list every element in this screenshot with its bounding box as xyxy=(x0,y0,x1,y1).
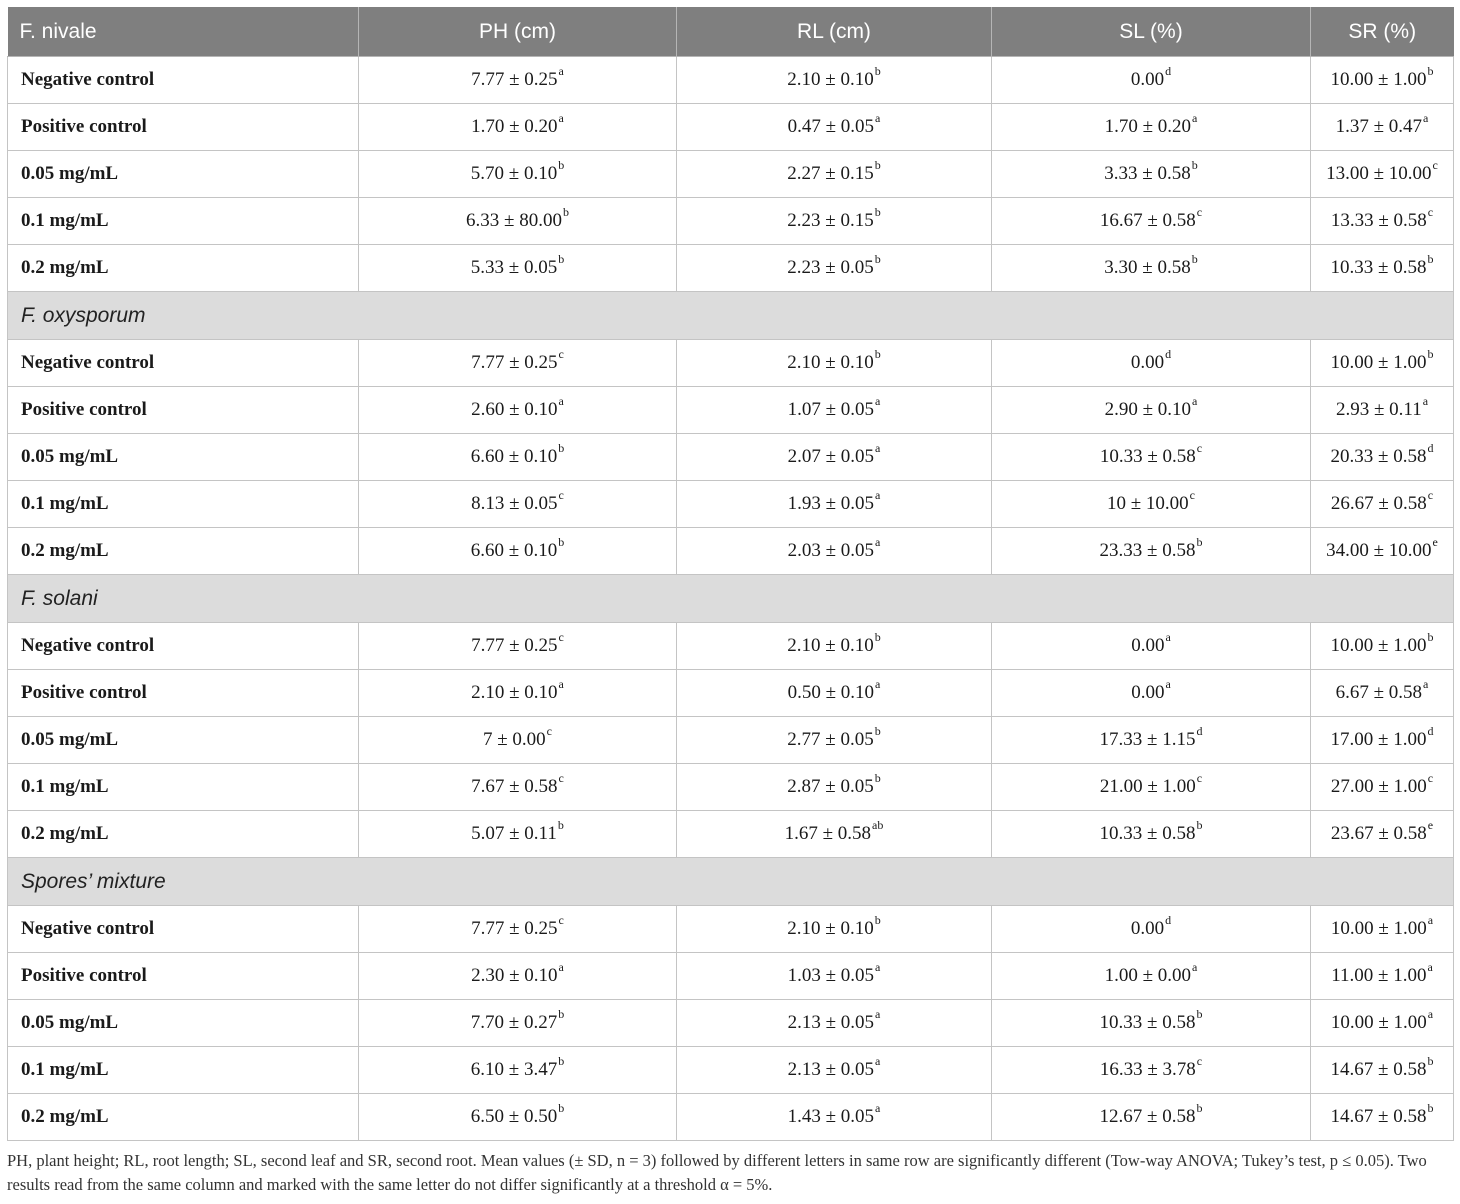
cell-value: 2.90 ± 0.10 xyxy=(1104,399,1192,420)
value-cell xyxy=(677,764,992,811)
value-cell xyxy=(359,717,677,764)
value-cell xyxy=(677,1000,992,1047)
significance-letter: b xyxy=(1427,347,1434,361)
value-cell xyxy=(677,906,992,953)
significance-letter: b xyxy=(1191,158,1198,172)
table-footnote: PH, plant height; RL, root length; SL, second leaf and SR, second root. Mean values (± SD, n = 3) followed by different letters in same row are significantly different (Tow-way ANOVA; Tukey’s test, p ≤ 0.05). Two results read from the same column and marked with the same letter do not differ significantly at a threshold α = 5%. xyxy=(7,1151,1427,1194)
table-row xyxy=(8,434,1454,481)
table-row xyxy=(8,57,1454,104)
table-row xyxy=(8,811,1454,858)
significance-letter: a xyxy=(875,394,881,408)
significance-letter: a xyxy=(1423,111,1429,125)
significance-letter: b xyxy=(874,771,881,785)
header-sr: SR (%) xyxy=(1311,7,1454,57)
value-cell xyxy=(359,764,677,811)
value-cell xyxy=(359,198,677,245)
cell-value: 17.33 ± 1.15 xyxy=(1099,729,1196,750)
significance-letter: b xyxy=(558,535,565,549)
value-cell xyxy=(1311,245,1454,292)
significance-letter: a xyxy=(875,111,881,125)
value-cell xyxy=(677,434,992,481)
table-row xyxy=(8,1094,1454,1141)
cell-value: 2.87 ± 0.05 xyxy=(787,776,874,797)
significance-letter: b xyxy=(1196,535,1203,549)
header-rl: RL (cm) xyxy=(677,7,992,57)
cell-value: 20.33 ± 0.58 xyxy=(1330,446,1427,467)
significance-letter: b xyxy=(1191,252,1198,266)
table-row xyxy=(8,151,1454,198)
value-cell xyxy=(992,906,1311,953)
cell-value: 21.00 ± 1.00 xyxy=(1099,776,1196,797)
significance-letter: b xyxy=(874,205,881,219)
group-title: F. solani xyxy=(8,575,1454,623)
value-cell xyxy=(677,198,992,245)
significance-letter: c xyxy=(1196,771,1203,785)
group-header-row xyxy=(8,575,1454,623)
value-cell xyxy=(1311,717,1454,764)
value-cell xyxy=(992,811,1311,858)
value-cell xyxy=(359,906,677,953)
cell-value: 7 ± 0.00 xyxy=(482,729,546,750)
cell-value: 2.13 ± 0.05 xyxy=(787,1059,875,1080)
significance-letter: a xyxy=(558,64,564,78)
group-header-row xyxy=(8,858,1454,906)
value-cell xyxy=(1311,198,1454,245)
significance-letter: c xyxy=(558,913,564,927)
row-label: 0.2 mg/mL xyxy=(8,528,359,575)
cell-value: 1.43 ± 0.05 xyxy=(787,1106,875,1127)
value-cell xyxy=(1311,434,1454,481)
row-label: 0.2 mg/mL xyxy=(8,1094,359,1141)
significance-letter: e xyxy=(1427,818,1434,832)
significance-letter: a xyxy=(1422,394,1429,408)
group-title: F. oxysporum xyxy=(8,292,1454,340)
significance-letter: a xyxy=(1192,394,1198,408)
cell-value: 6.10 ± 3.47 xyxy=(470,1059,558,1080)
cell-value: 2.03 ± 0.05 xyxy=(787,540,875,561)
cell-value: 2.10 ± 0.10 xyxy=(787,69,874,90)
cell-value: 2.10 ± 0.10 xyxy=(787,352,874,373)
header-pathogen: F. nivale xyxy=(8,7,359,57)
significance-letter: a xyxy=(558,394,564,408)
cell-value: 2.30 ± 0.10 xyxy=(471,965,558,986)
row-label: 0.05 mg/mL xyxy=(8,1000,359,1047)
value-cell xyxy=(359,1000,677,1047)
significance-letter: c xyxy=(1432,158,1438,172)
cell-value: 27.00 ± 1.00 xyxy=(1330,776,1427,797)
significance-letter: c xyxy=(558,630,564,644)
value-cell xyxy=(1311,764,1454,811)
value-cell xyxy=(359,481,677,528)
value-cell xyxy=(1311,104,1454,151)
header-sl: SL (%) xyxy=(992,7,1311,57)
cell-value: 8.13 ± 0.05 xyxy=(471,493,558,514)
value-cell xyxy=(1311,670,1454,717)
value-cell xyxy=(677,481,992,528)
value-cell xyxy=(359,528,677,575)
cell-value: 23.67 ± 0.58 xyxy=(1330,823,1427,844)
value-cell xyxy=(992,387,1311,434)
cell-value: 0.00 xyxy=(1130,918,1165,939)
significance-letter: a xyxy=(1165,677,1171,691)
row-label: 0.05 mg/mL xyxy=(8,717,359,764)
cell-value: 5.70 ± 0.10 xyxy=(470,163,558,184)
cell-value: 2.13 ± 0.05 xyxy=(787,1012,875,1033)
row-label: Negative control xyxy=(8,57,359,104)
significance-letter: b xyxy=(874,252,881,266)
significance-letter: b xyxy=(874,158,881,172)
cell-value: 7.77 ± 0.25 xyxy=(471,69,558,90)
row-label: Positive control xyxy=(8,104,359,151)
significance-letter: a xyxy=(875,1054,881,1068)
cell-value: 7.70 ± 0.27 xyxy=(470,1012,558,1033)
table-row xyxy=(8,670,1454,717)
value-cell xyxy=(1311,953,1454,1000)
value-cell xyxy=(992,717,1311,764)
significance-letter: a xyxy=(558,677,564,691)
value-cell xyxy=(992,764,1311,811)
table-row xyxy=(8,198,1454,245)
significance-letter: b xyxy=(558,158,565,172)
value-cell xyxy=(992,104,1311,151)
cell-value: 2.10 ± 0.10 xyxy=(471,682,558,703)
cell-value: 0.00 xyxy=(1130,352,1165,373)
cell-value: 13.33 ± 0.58 xyxy=(1330,210,1427,231)
significance-letter: b xyxy=(874,913,881,927)
significance-letter: b xyxy=(557,818,564,832)
cell-value: 7.67 ± 0.58 xyxy=(471,776,558,797)
value-cell xyxy=(1311,906,1454,953)
cell-value: 7.77 ± 0.25 xyxy=(471,635,558,656)
value-cell xyxy=(677,57,992,104)
value-cell xyxy=(1311,481,1454,528)
row-label: 0.2 mg/mL xyxy=(8,811,359,858)
value-cell xyxy=(992,1047,1311,1094)
value-cell xyxy=(1311,623,1454,670)
significance-letter: b xyxy=(1196,1007,1203,1021)
cell-value: 10 ± 10.00 xyxy=(1106,493,1189,514)
value-cell xyxy=(1311,1000,1454,1047)
row-label: 0.1 mg/mL xyxy=(8,764,359,811)
value-cell xyxy=(992,1000,1311,1047)
significance-letter: d xyxy=(1196,724,1203,738)
cell-value: 7.77 ± 0.25 xyxy=(471,918,558,939)
significance-letter: b xyxy=(874,347,881,361)
value-cell xyxy=(359,1094,677,1141)
significance-letter: d xyxy=(1165,913,1172,927)
cell-value: 11.00 ± 1.00 xyxy=(1331,965,1427,986)
significance-letter: a xyxy=(875,1101,881,1115)
significance-letter: c xyxy=(1427,771,1434,785)
significance-letter: c xyxy=(558,771,564,785)
value-cell xyxy=(1311,57,1454,104)
table-row xyxy=(8,387,1454,434)
row-label: 0.1 mg/mL xyxy=(8,481,359,528)
significance-letter: e xyxy=(1432,535,1438,549)
results-table xyxy=(7,7,1454,1141)
significance-letter: a xyxy=(1427,960,1433,974)
cell-value: 6.60 ± 0.10 xyxy=(470,446,558,467)
cell-value: 10.00 ± 1.00 xyxy=(1330,352,1427,373)
value-cell xyxy=(1311,1047,1454,1094)
value-cell xyxy=(359,340,677,387)
significance-letter: b xyxy=(558,1007,565,1021)
cell-value: 2.10 ± 0.10 xyxy=(787,918,874,939)
cell-value: 1.70 ± 0.20 xyxy=(1104,116,1192,137)
value-cell xyxy=(1311,1094,1454,1141)
cell-value: 2.93 ± 0.11 xyxy=(1335,399,1422,420)
row-label: 0.1 mg/mL xyxy=(8,1047,359,1094)
cell-value: 10.33 ± 0.58 xyxy=(1099,446,1196,467)
cell-value: 7.77 ± 0.25 xyxy=(471,352,558,373)
cell-value: 23.33 ± 0.58 xyxy=(1099,540,1196,561)
value-cell xyxy=(1311,387,1454,434)
table-row xyxy=(8,104,1454,151)
significance-letter: c xyxy=(1189,488,1195,502)
significance-letter: d xyxy=(1165,347,1172,361)
cell-value: 6.60 ± 0.10 xyxy=(470,540,558,561)
cell-value: 10.33 ± 0.58 xyxy=(1099,823,1196,844)
value-cell xyxy=(992,434,1311,481)
cell-value: 6.67 ± 0.58 xyxy=(1335,682,1423,703)
table-header xyxy=(8,7,1454,57)
cell-value: 5.33 ± 0.05 xyxy=(470,257,558,278)
value-cell xyxy=(359,953,677,1000)
row-label: 0.1 mg/mL xyxy=(8,198,359,245)
value-cell xyxy=(677,670,992,717)
significance-letter: b xyxy=(562,205,569,219)
significance-letter: a xyxy=(875,677,881,691)
value-cell xyxy=(359,1047,677,1094)
value-cell xyxy=(1311,151,1454,198)
value-cell xyxy=(677,1047,992,1094)
value-cell xyxy=(677,151,992,198)
cell-value: 26.67 ± 0.58 xyxy=(1330,493,1427,514)
cell-value: 3.30 ± 0.58 xyxy=(1104,257,1191,278)
cell-value: 10.00 ± 1.00 xyxy=(1330,69,1427,90)
table-row xyxy=(8,953,1454,1000)
cell-value: 0.00 xyxy=(1131,635,1165,656)
value-cell xyxy=(992,953,1311,1000)
row-label: Positive control xyxy=(8,670,359,717)
value-cell xyxy=(992,57,1311,104)
significance-letter: d xyxy=(1427,441,1434,455)
cell-value: 0.00 xyxy=(1130,69,1165,90)
table-row xyxy=(8,1047,1454,1094)
significance-letter: c xyxy=(1196,441,1203,455)
cell-value: 5.07 ± 0.11 xyxy=(471,823,557,844)
value-cell xyxy=(992,481,1311,528)
significance-letter: b xyxy=(874,724,881,738)
header-ph: PH (cm) xyxy=(359,7,677,57)
row-label: Positive control xyxy=(8,387,359,434)
cell-value: 14.67 ± 0.58 xyxy=(1330,1059,1427,1080)
value-cell xyxy=(359,104,677,151)
cell-value: 0.50 ± 0.10 xyxy=(787,682,875,703)
cell-value: 10.33 ± 0.58 xyxy=(1099,1012,1196,1033)
value-cell xyxy=(992,151,1311,198)
cell-value: 1.07 ± 0.05 xyxy=(787,399,875,420)
value-cell xyxy=(992,623,1311,670)
value-cell xyxy=(677,104,992,151)
significance-letter: a xyxy=(1192,960,1198,974)
cell-value: 12.67 ± 0.58 xyxy=(1099,1106,1196,1127)
significance-letter: c xyxy=(1196,205,1203,219)
table-row xyxy=(8,1000,1454,1047)
cell-value: 10.00 ± 1.00 xyxy=(1330,1012,1427,1033)
significance-letter: a xyxy=(1427,913,1434,927)
significance-letter: a xyxy=(1192,111,1198,125)
value-cell xyxy=(1311,340,1454,387)
significance-letter: b xyxy=(1427,64,1434,78)
cell-value: 2.60 ± 0.10 xyxy=(471,399,558,420)
value-cell xyxy=(677,245,992,292)
cell-value: 17.00 ± 1.00 xyxy=(1330,729,1427,750)
cell-value: 1.03 ± 0.05 xyxy=(787,965,875,986)
value-cell xyxy=(1311,811,1454,858)
cell-value: 1.00 ± 0.00 xyxy=(1104,965,1192,986)
significance-letter: b xyxy=(1196,1101,1203,1115)
table-row xyxy=(8,623,1454,670)
significance-letter: a xyxy=(875,1007,881,1021)
cell-value: 2.27 ± 0.15 xyxy=(787,163,874,184)
significance-letter: a xyxy=(875,441,881,455)
value-cell xyxy=(992,670,1311,717)
cell-value: 1.70 ± 0.20 xyxy=(471,116,558,137)
value-cell xyxy=(359,434,677,481)
table-row xyxy=(8,245,1454,292)
significance-letter: b xyxy=(558,252,565,266)
table-row xyxy=(8,481,1454,528)
significance-letter: c xyxy=(558,347,564,361)
cell-value: 10.00 ± 1.00 xyxy=(1330,635,1427,656)
value-cell xyxy=(359,151,677,198)
row-label: Negative control xyxy=(8,340,359,387)
significance-letter: a xyxy=(558,111,564,125)
value-cell xyxy=(359,387,677,434)
table-row xyxy=(8,528,1454,575)
significance-letter: b xyxy=(1427,1054,1434,1068)
cell-value: 16.67 ± 0.58 xyxy=(1099,210,1196,231)
results-table-container xyxy=(7,7,1453,1197)
table-body xyxy=(8,57,1454,1141)
significance-letter: a xyxy=(1165,630,1171,644)
significance-letter: b xyxy=(1196,818,1203,832)
value-cell xyxy=(992,340,1311,387)
significance-letter: ab xyxy=(872,818,884,832)
cell-value: 6.33 ± 80.00 xyxy=(466,210,562,231)
cell-value: 2.07 ± 0.05 xyxy=(787,446,875,467)
significance-letter: b xyxy=(1427,252,1434,266)
value-cell xyxy=(992,528,1311,575)
cell-value: 34.00 ± 10.00 xyxy=(1326,540,1432,561)
significance-letter: c xyxy=(1427,488,1434,502)
header-row xyxy=(8,7,1454,57)
value-cell xyxy=(1311,528,1454,575)
row-label: Negative control xyxy=(8,623,359,670)
row-label: Positive control xyxy=(8,953,359,1000)
value-cell xyxy=(359,245,677,292)
value-cell xyxy=(359,670,677,717)
cell-value: 2.10 ± 0.10 xyxy=(787,635,874,656)
cell-value: 2.23 ± 0.15 xyxy=(787,210,874,231)
cell-value: 3.33 ± 0.58 xyxy=(1104,163,1191,184)
significance-letter: c xyxy=(1196,1054,1203,1068)
significance-letter: b xyxy=(874,630,881,644)
row-label: 0.05 mg/mL xyxy=(8,434,359,481)
significance-letter: b xyxy=(874,64,881,78)
significance-letter: a xyxy=(558,960,564,974)
value-cell xyxy=(677,717,992,764)
value-cell xyxy=(677,528,992,575)
significance-letter: c xyxy=(546,724,552,738)
cell-value: 10.00 ± 1.00 xyxy=(1330,918,1427,939)
cell-value: 2.23 ± 0.05 xyxy=(787,257,874,278)
row-label: Negative control xyxy=(8,906,359,953)
value-cell xyxy=(677,953,992,1000)
significance-letter: b xyxy=(558,1101,565,1115)
significance-letter: a xyxy=(1423,677,1429,691)
significance-letter: a xyxy=(875,960,881,974)
significance-letter: b xyxy=(558,441,565,455)
significance-letter: a xyxy=(875,488,881,502)
cell-value: 16.33 ± 3.78 xyxy=(1099,1059,1196,1080)
table-row xyxy=(8,340,1454,387)
cell-value: 0.00 xyxy=(1131,682,1165,703)
significance-letter: c xyxy=(1427,205,1434,219)
significance-letter: d xyxy=(1427,724,1434,738)
value-cell xyxy=(677,623,992,670)
significance-letter: c xyxy=(558,488,564,502)
row-label: 0.05 mg/mL xyxy=(8,151,359,198)
cell-value: 14.67 ± 0.58 xyxy=(1330,1106,1427,1127)
value-cell xyxy=(992,245,1311,292)
value-cell xyxy=(359,623,677,670)
value-cell xyxy=(677,1094,992,1141)
significance-letter: d xyxy=(1165,64,1172,78)
table-row xyxy=(8,906,1454,953)
value-cell xyxy=(992,198,1311,245)
value-cell xyxy=(677,340,992,387)
significance-letter: b xyxy=(1427,630,1434,644)
cell-value: 13.00 ± 10.00 xyxy=(1326,163,1432,184)
value-cell xyxy=(677,387,992,434)
row-label: 0.2 mg/mL xyxy=(8,245,359,292)
significance-letter: b xyxy=(558,1054,565,1068)
value-cell xyxy=(677,811,992,858)
cell-value: 0.47 ± 0.05 xyxy=(787,116,875,137)
value-cell xyxy=(359,811,677,858)
cell-value: 10.33 ± 0.58 xyxy=(1330,257,1427,278)
cell-value: 2.77 ± 0.05 xyxy=(787,729,874,750)
table-row xyxy=(8,764,1454,811)
cell-value: 1.93 ± 0.05 xyxy=(787,493,875,514)
cell-value: 1.67 ± 0.58 xyxy=(784,823,872,844)
cell-value: 6.50 ± 0.50 xyxy=(470,1106,558,1127)
table-row xyxy=(8,717,1454,764)
group-header-row xyxy=(8,292,1454,340)
value-cell xyxy=(359,57,677,104)
significance-letter: b xyxy=(1427,1101,1434,1115)
group-title: Spores’ mixture xyxy=(8,858,1454,906)
significance-letter: a xyxy=(1427,1007,1434,1021)
significance-letter: a xyxy=(875,535,881,549)
cell-value: 1.37 ± 0.47 xyxy=(1335,116,1423,137)
value-cell xyxy=(992,1094,1311,1141)
